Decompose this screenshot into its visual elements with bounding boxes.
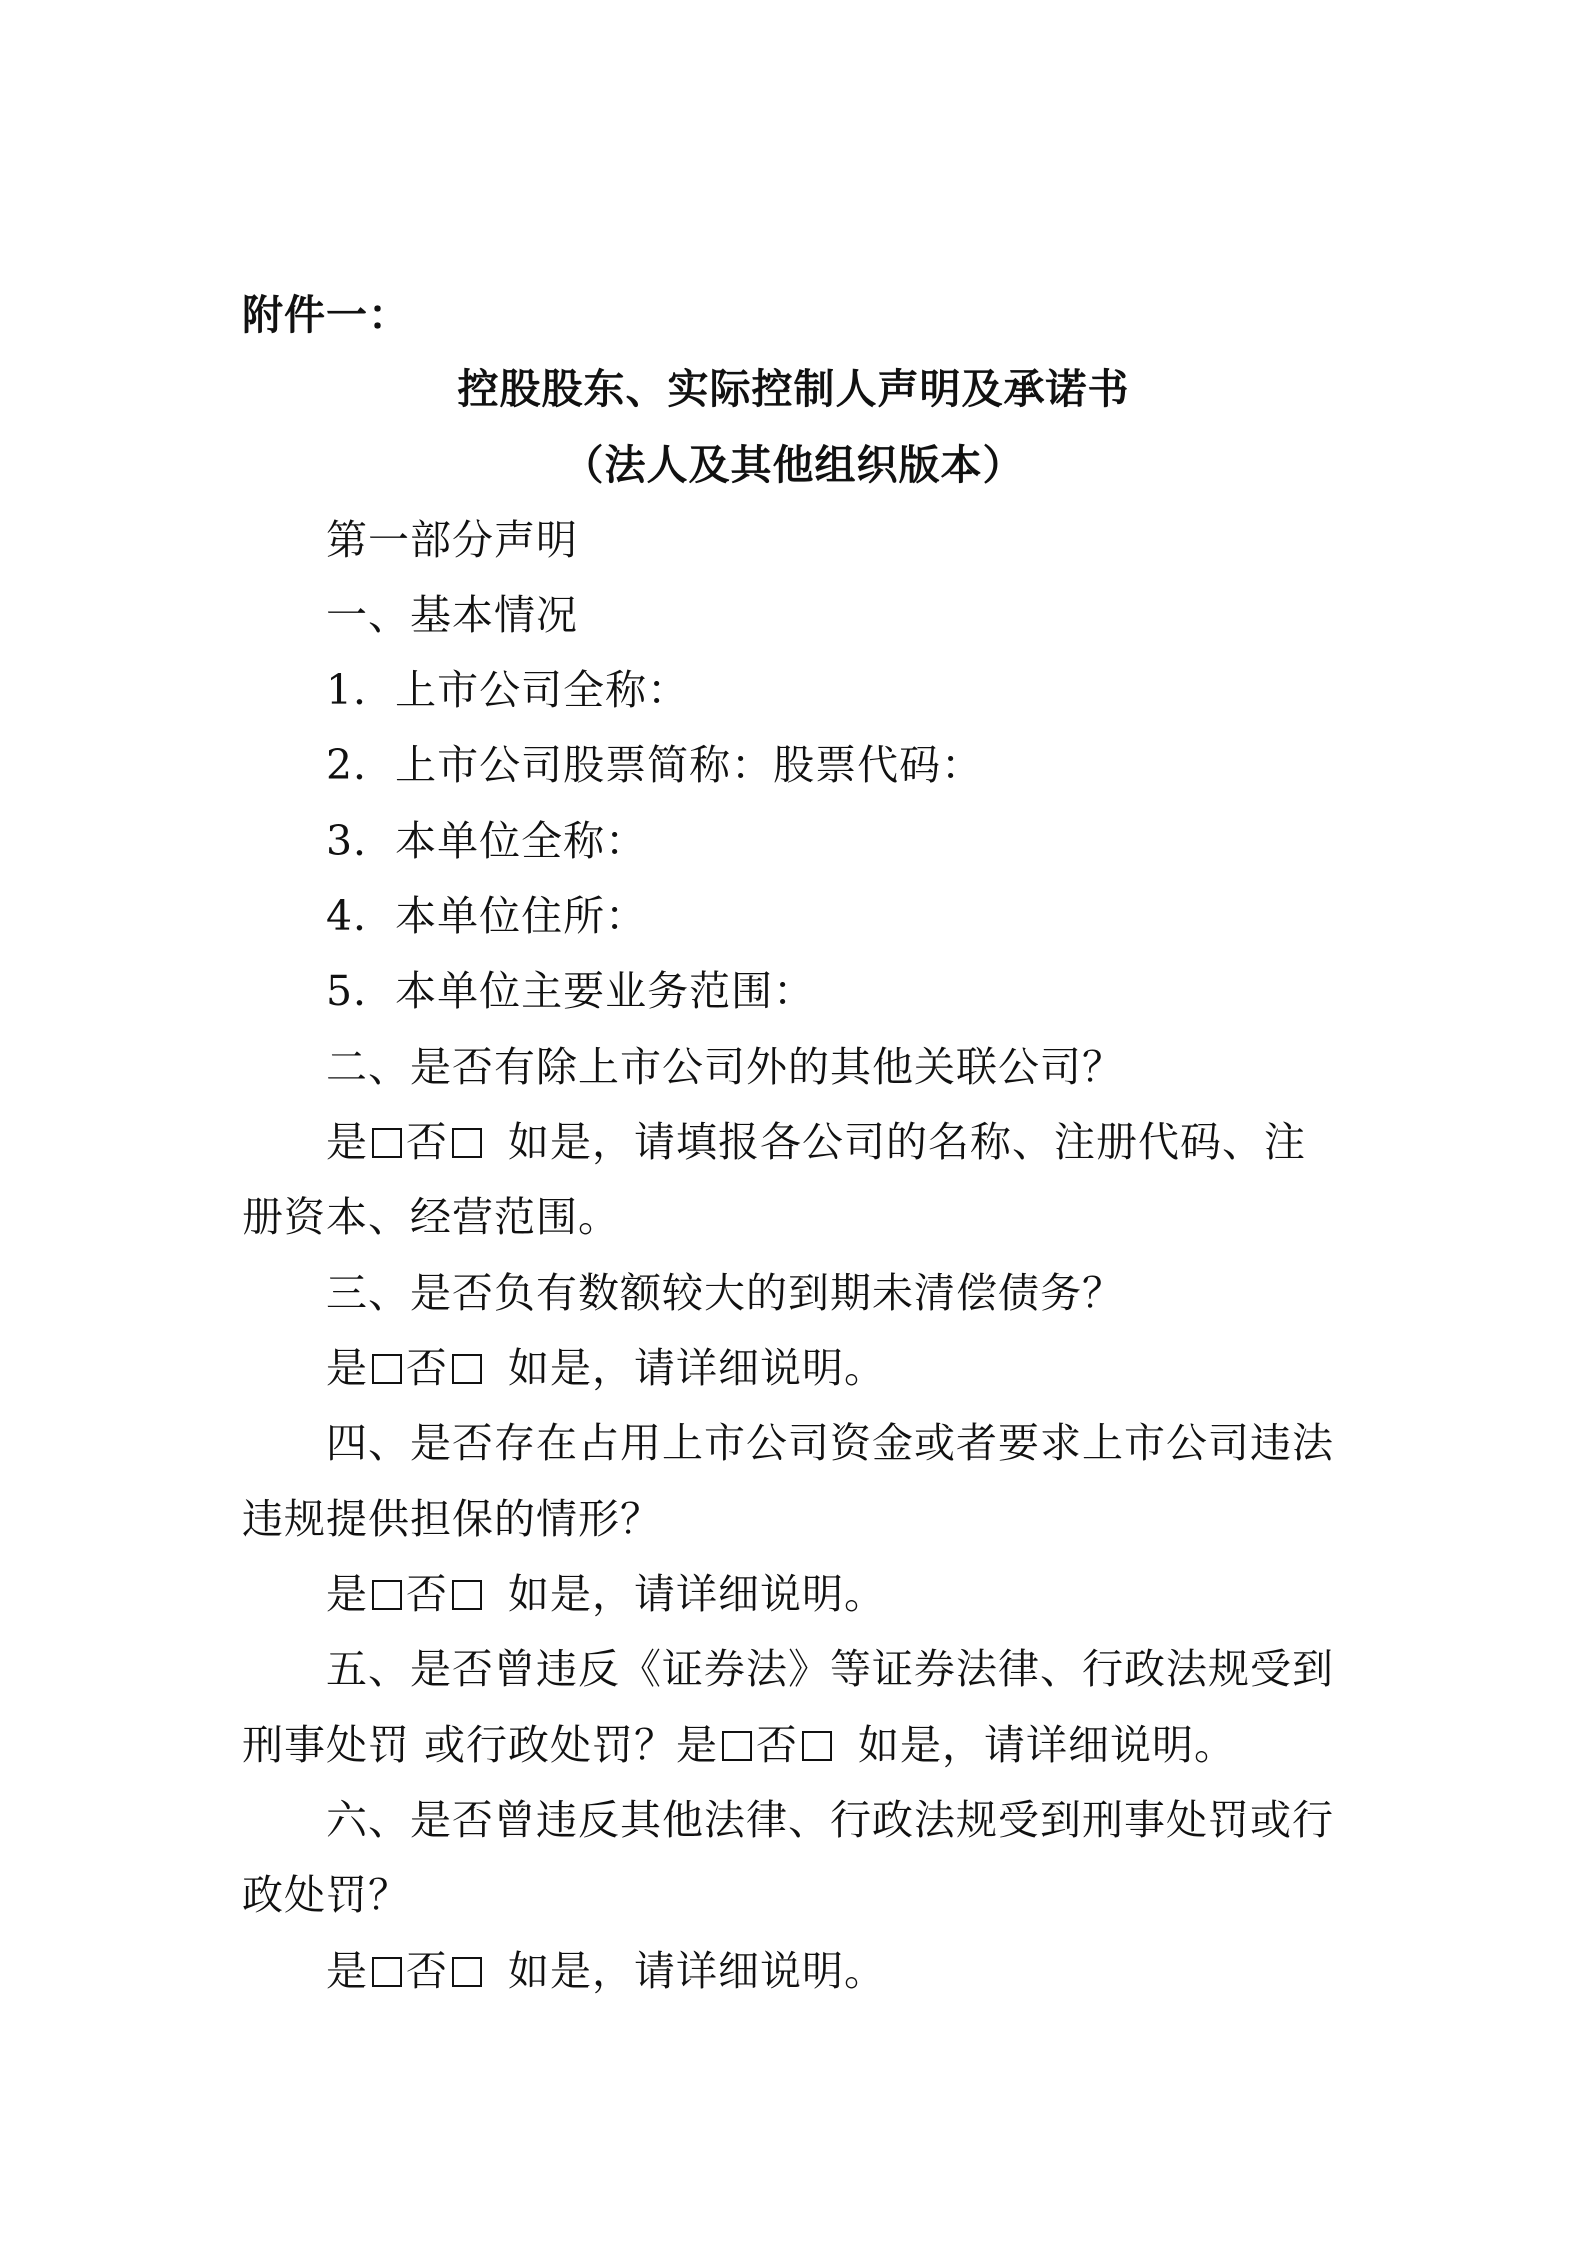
section2-answer-tail: 如是，请填报各公司的名称、注册代码、注 xyxy=(508,1118,1306,1166)
section4-answer-tail: 如是，请详细说明。 xyxy=(508,1570,886,1618)
section5-question: 五、是否曾违反《证券法》等证券法律、行政法规受到 xyxy=(326,1645,1334,1693)
section1-item-3: 3．本单位全称： xyxy=(326,817,648,865)
yes-label: 是 xyxy=(326,1344,368,1392)
section6-question: 六、是否曾违反其他法律、行政法规受到刑事处罚或行 xyxy=(326,1796,1334,1844)
yes-label: 是 xyxy=(326,1947,368,1995)
section1-item-4: 4．本单位住所： xyxy=(326,892,648,940)
section2-answer xyxy=(326,1117,1306,1167)
section3-answer xyxy=(326,1343,886,1393)
no-checkbox[interactable] xyxy=(802,1731,832,1761)
no-checkbox[interactable] xyxy=(452,1957,482,1987)
yes-checkbox[interactable] xyxy=(372,1580,402,1610)
section2-answer-continued: 册资本、经营范围。 xyxy=(242,1193,620,1241)
section5-question-head: 刑事处罚 或行政处罚？ xyxy=(242,1721,677,1769)
section1-item-2: 2．上市公司股票简称：股票代码： xyxy=(326,741,984,789)
section6-answer xyxy=(326,1946,886,1996)
section6-question-continued: 政处罚？ xyxy=(242,1871,410,1919)
document-title: 控股股东、实际控制人声明及承诺书 xyxy=(457,365,1130,413)
yes-checkbox[interactable] xyxy=(722,1731,752,1761)
yes-checkbox[interactable] xyxy=(372,1354,402,1384)
yes-checkbox[interactable] xyxy=(372,1128,402,1158)
section1-item-1: 1．上市公司全称： xyxy=(326,666,690,714)
no-label: 否 xyxy=(406,1947,448,1995)
yes-label: 是 xyxy=(326,1118,368,1166)
section4-answer xyxy=(326,1569,886,1619)
section1-heading: 一、基本情况 xyxy=(326,591,578,639)
no-checkbox[interactable] xyxy=(452,1354,482,1384)
no-label: 否 xyxy=(406,1118,448,1166)
no-label: 否 xyxy=(756,1721,799,1769)
no-label: 否 xyxy=(406,1344,448,1392)
document-subtitle: （法人及其他组织版本） xyxy=(562,441,1025,489)
yes-label: 是 xyxy=(326,1570,368,1618)
section5-question-continued xyxy=(242,1720,1236,1770)
section1-item-5: 5．本单位主要业务范围： xyxy=(326,967,816,1015)
attachment-label: 附件一： xyxy=(242,291,410,339)
section5-answer-tail: 如是，请详细说明。 xyxy=(858,1721,1237,1769)
yes-checkbox[interactable] xyxy=(372,1957,402,1987)
section4-question-continued: 违规提供担保的情形？ xyxy=(242,1495,662,1543)
no-checkbox[interactable] xyxy=(452,1580,482,1610)
part-heading: 第一部分声明 xyxy=(326,516,578,564)
no-label: 否 xyxy=(406,1570,448,1618)
no-checkbox[interactable] xyxy=(452,1128,482,1158)
section2-question: 二、是否有除上市公司外的其他关联公司？ xyxy=(326,1043,1124,1091)
yes-label: 是 xyxy=(676,1721,719,1769)
section6-answer-tail: 如是，请详细说明。 xyxy=(508,1947,886,1995)
section3-question: 三、是否负有数额较大的到期未清偿债务？ xyxy=(326,1269,1124,1317)
section3-answer-tail: 如是，请详细说明。 xyxy=(508,1344,886,1392)
section4-question: 四、是否存在占用上市公司资金或者要求上市公司违法 xyxy=(326,1419,1334,1467)
